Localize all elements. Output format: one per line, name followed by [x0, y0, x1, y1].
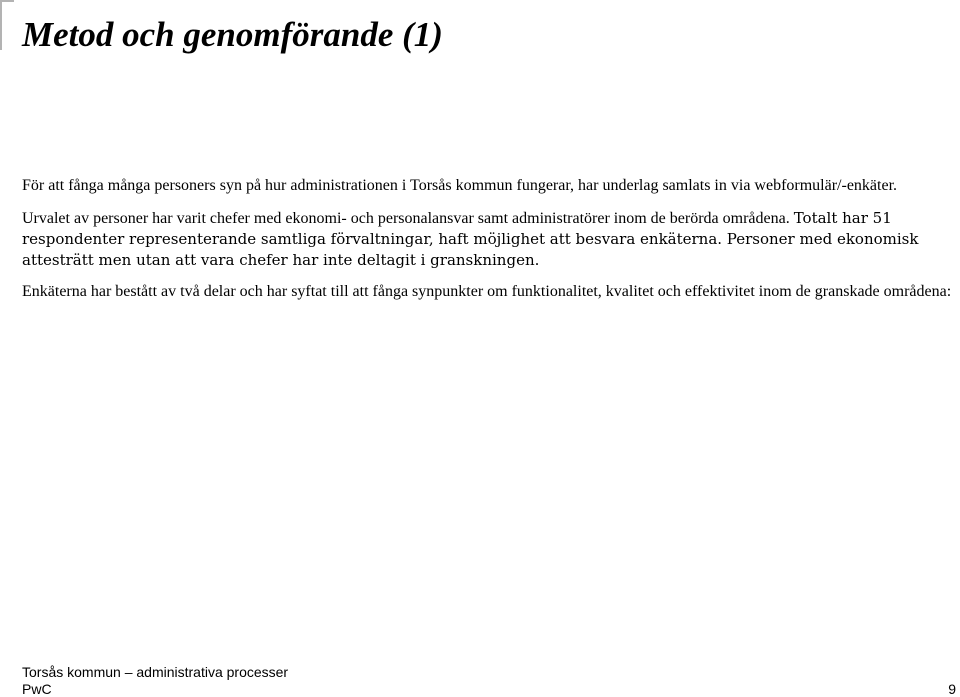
- slide-corner-decoration: [0, 0, 14, 50]
- paragraph-survey-content: Enkäterna har bestått av två delar och har syftat till att fånga synpunkter om funktionalitet, kvalitet och effektivitet inom de granskade områdena:: [22, 283, 952, 300]
- paragraph-survey-method: För att fånga många personers syn på hur administrationen i Torsås kommun fungerar, har underlag samlats in via webformulär/-enkäter.: [22, 177, 898, 194]
- footer-document-title: Torsås kommun – administrativa processer: [22, 664, 289, 680]
- slide-title: Metod och genomförande (1): [22, 15, 443, 54]
- page-number: 9: [948, 681, 956, 697]
- slide-body: [22, 175, 958, 302]
- footer-organization: PwC: [22, 681, 52, 697]
- paragraph-selection-intro: Urvalet av personer har varit chefer med ekonomi- och personalansvar samt administratörer inom de berörda områdena.: [22, 210, 790, 227]
- paragraph-selection-respondents: Totalt har 51 respondenter representerande samtliga förvaltningar, haft möjlighet att besvara enkäterna. Personer med ekonomisk attesträtt men utan att vara chefer har inte deltagit i granskningen.: [22, 209, 919, 269]
- paragraph-selection: [22, 208, 958, 271]
